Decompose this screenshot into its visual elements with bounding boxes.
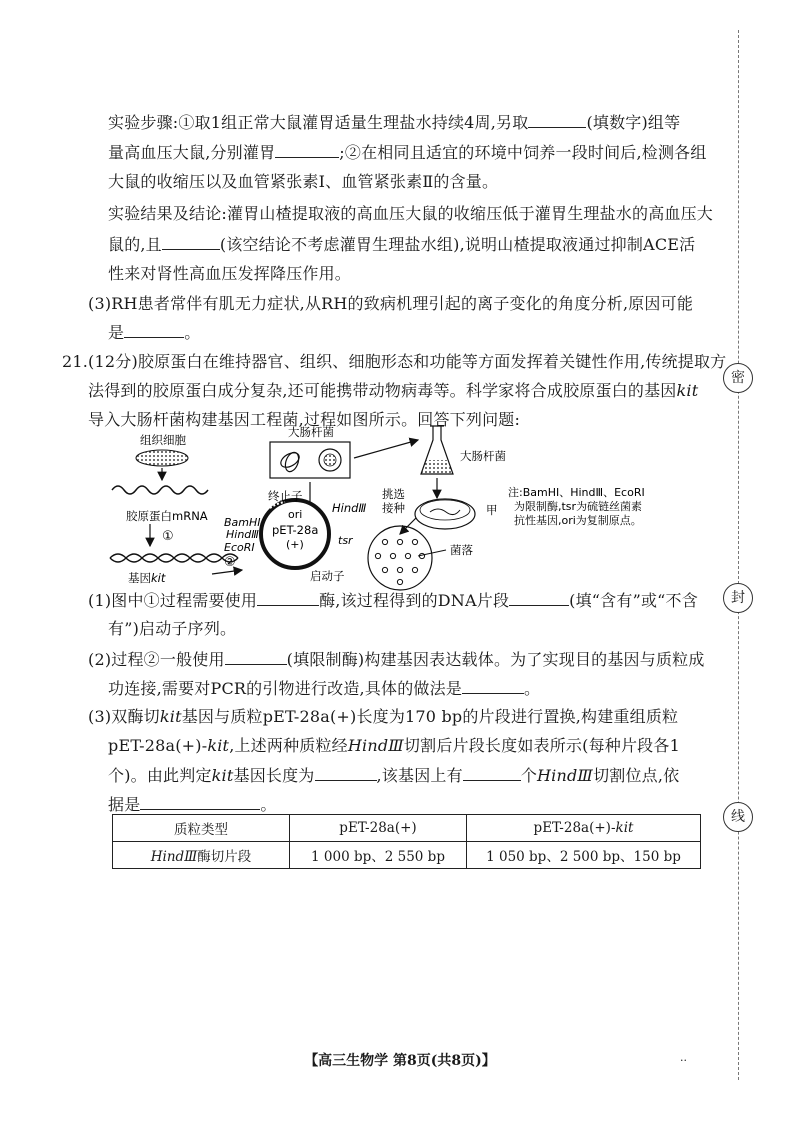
table-header-cell: pET-28a(+)-kit — [467, 815, 701, 842]
binding-line — [738, 30, 739, 1080]
flask-ecoli-label: 大肠杆菌 — [460, 449, 506, 463]
table-row — [113, 842, 701, 869]
tissue-cell-label: 组织细胞 — [140, 433, 186, 447]
terminator-label: 终止子 — [268, 489, 303, 503]
answer-blank[interactable] — [315, 765, 377, 781]
ecoli-box-label: 大肠杆菌 — [288, 425, 334, 439]
answer-blank[interactable] — [462, 678, 524, 694]
exp-result-line1: 实验结果及结论:灌胃山楂提取液的高血压大鼠的收缩压低于灌胃生理盐水的高血压大 — [108, 204, 713, 223]
hind-left-label: HindⅢ — [226, 528, 259, 541]
exp-steps-line1: 实验步骤:①取1组正常大鼠灌胃适量生理盐水持续4周,另取 (填数字)组等 — [108, 113, 681, 132]
seal-mark-mi: 密 — [723, 363, 753, 393]
footer-mark: ·· — [680, 1054, 687, 1067]
table-header-row — [113, 815, 701, 842]
table-header-cell: pET-28a(+) — [290, 815, 467, 842]
q20-3-line1: (3)RH患者常伴有肌无力症状,从RH的致病机理引起的离子变化的角度分析,原因可能 — [88, 294, 694, 313]
q21-3-line2: pET-28a(+)-kit,上述两种质粒经HindⅢ切割后片段长度如表所示(每种片段各1 — [108, 736, 680, 755]
dish-jia-streak — [430, 509, 460, 515]
step-2-label: ② — [224, 555, 236, 570]
plasmid-name-label: pET-28a — [272, 523, 319, 537]
q20-3-line2: 是 。 — [108, 323, 201, 342]
bamh-label: BamHⅠ — [224, 516, 261, 529]
tsr-label: tsr — [338, 534, 353, 547]
exp-steps-line2: 量高血压大鼠,分别灌胃 ;②在相同且适宜的环境中饲养一段时间后,检测各组 — [108, 143, 707, 162]
q21-1-line2: 有”)启动子序列。 — [108, 619, 237, 638]
select-label-2: 接种 — [382, 501, 405, 515]
q21-stem-line3: 导入大肠杆菌构建基因工程菌,过程如图所示。回答下列问题: — [88, 410, 521, 429]
arrow-gene-to-plasmid — [212, 570, 242, 574]
exp-result-line2: 鼠的,且 (该空结论不考虑灌胃生理盐水组),说明山楂提取液通过抑制ACE活 — [108, 235, 696, 254]
answer-blank[interactable] — [257, 590, 319, 606]
answer-blank[interactable] — [140, 794, 260, 810]
answer-blank[interactable] — [275, 142, 339, 158]
seal-mark-xian: 线 — [723, 802, 753, 832]
digest-table — [112, 814, 701, 869]
table-cell: 1 050 bp、2 500 bp、150 bp — [467, 842, 701, 869]
dish-jia — [415, 499, 475, 529]
step-1-label: ① — [162, 529, 174, 544]
colony-label: 菌落 — [450, 543, 473, 557]
q21-stem-line2: 法得到的胶原蛋白成分复杂,还可能携带动物病毒等。科学家将合成胶原蛋白的基因kit — [88, 381, 699, 400]
table-cell: HindⅢ酶切片段 — [113, 842, 290, 869]
seal-mark-feng: 封 — [723, 583, 753, 613]
exp-result-line3: 性来对肾性高血压发挥降压作用。 — [108, 264, 352, 283]
answer-blank[interactable] — [463, 765, 521, 781]
mrna-strand — [112, 486, 208, 494]
q21-3-line1: (3)双酶切kit基因与质粒pET-28a(+)长度为170 bp的片段进行置换,构建重组质粒 — [88, 707, 679, 726]
select-label-1: 挑选 — [382, 487, 405, 501]
collagen-mrna-label: 胶原蛋白mRNA — [126, 509, 208, 523]
q21-3-line4: 据是 。 — [108, 795, 277, 814]
q21-2-line1: (2)过程②一般使用 (填限制酶)构建基因表达载体。为了实现目的基因与质粒成 — [88, 650, 705, 669]
flask-culture — [421, 460, 453, 474]
dish-jia-inner — [420, 500, 470, 520]
gene-engineering-diagram — [100, 418, 720, 594]
note-line-3: 抗性基因,ori为复制原点。 — [514, 514, 642, 527]
ecor-label: EcoRⅠ — [224, 541, 255, 554]
answer-blank[interactable] — [528, 112, 586, 128]
page-footer: 【高三生物学 第8页(共8页)】 — [304, 1053, 496, 1069]
q21-stem-line1: 21.(12分)胶原蛋白在维持器官、组织、细胞形态和功能等方面发挥着关键性作用,传统提取方 — [62, 352, 727, 371]
answer-blank[interactable] — [124, 322, 184, 338]
gene-kit-label: 基因kit — [128, 571, 166, 585]
ori-label: ori — [288, 508, 303, 521]
note-line-2: 为限制酶,tsr为硫链丝菌素 — [514, 500, 643, 513]
table-header-cell: 质粒类型 — [113, 815, 290, 842]
q21-1-line1: (1)图中①过程需要使用 酶,该过程得到的DNA片段 (填“含有”或“不含 — [88, 591, 698, 610]
dish-jia-label: 甲 — [486, 503, 498, 517]
table-cell: 1 000 bp、2 550 bp — [290, 842, 467, 869]
hind-top-label: HindⅢ — [332, 501, 367, 515]
ecoli-plasmid — [324, 454, 336, 466]
colony-plate — [368, 526, 432, 590]
plasmid-plus-label: (+) — [286, 538, 304, 551]
q21-2-line2: 功连接,需要对PCR的引物进行改造,具体的做法是 。 — [108, 679, 541, 698]
q21-3-line3: 个)。由此判定kit基因长度为 ,该基因上有 个HindⅢ切割位点,依 — [108, 766, 680, 785]
exp-steps-line3: 大鼠的收缩压以及血管紧张素Ⅰ、血管紧张素Ⅱ的含量。 — [108, 172, 499, 191]
tissue-cell-shape — [136, 450, 188, 466]
answer-blank[interactable] — [162, 234, 220, 250]
note-line-1: 注:BamHⅠ、HindⅢ、EcoRⅠ — [508, 486, 645, 499]
arrow-box-to-flask — [354, 440, 418, 458]
answer-blank[interactable] — [225, 649, 287, 665]
answer-blank[interactable] — [509, 590, 569, 606]
promoter-label: 启动子 — [310, 569, 345, 583]
colony-grid — [375, 539, 424, 584]
